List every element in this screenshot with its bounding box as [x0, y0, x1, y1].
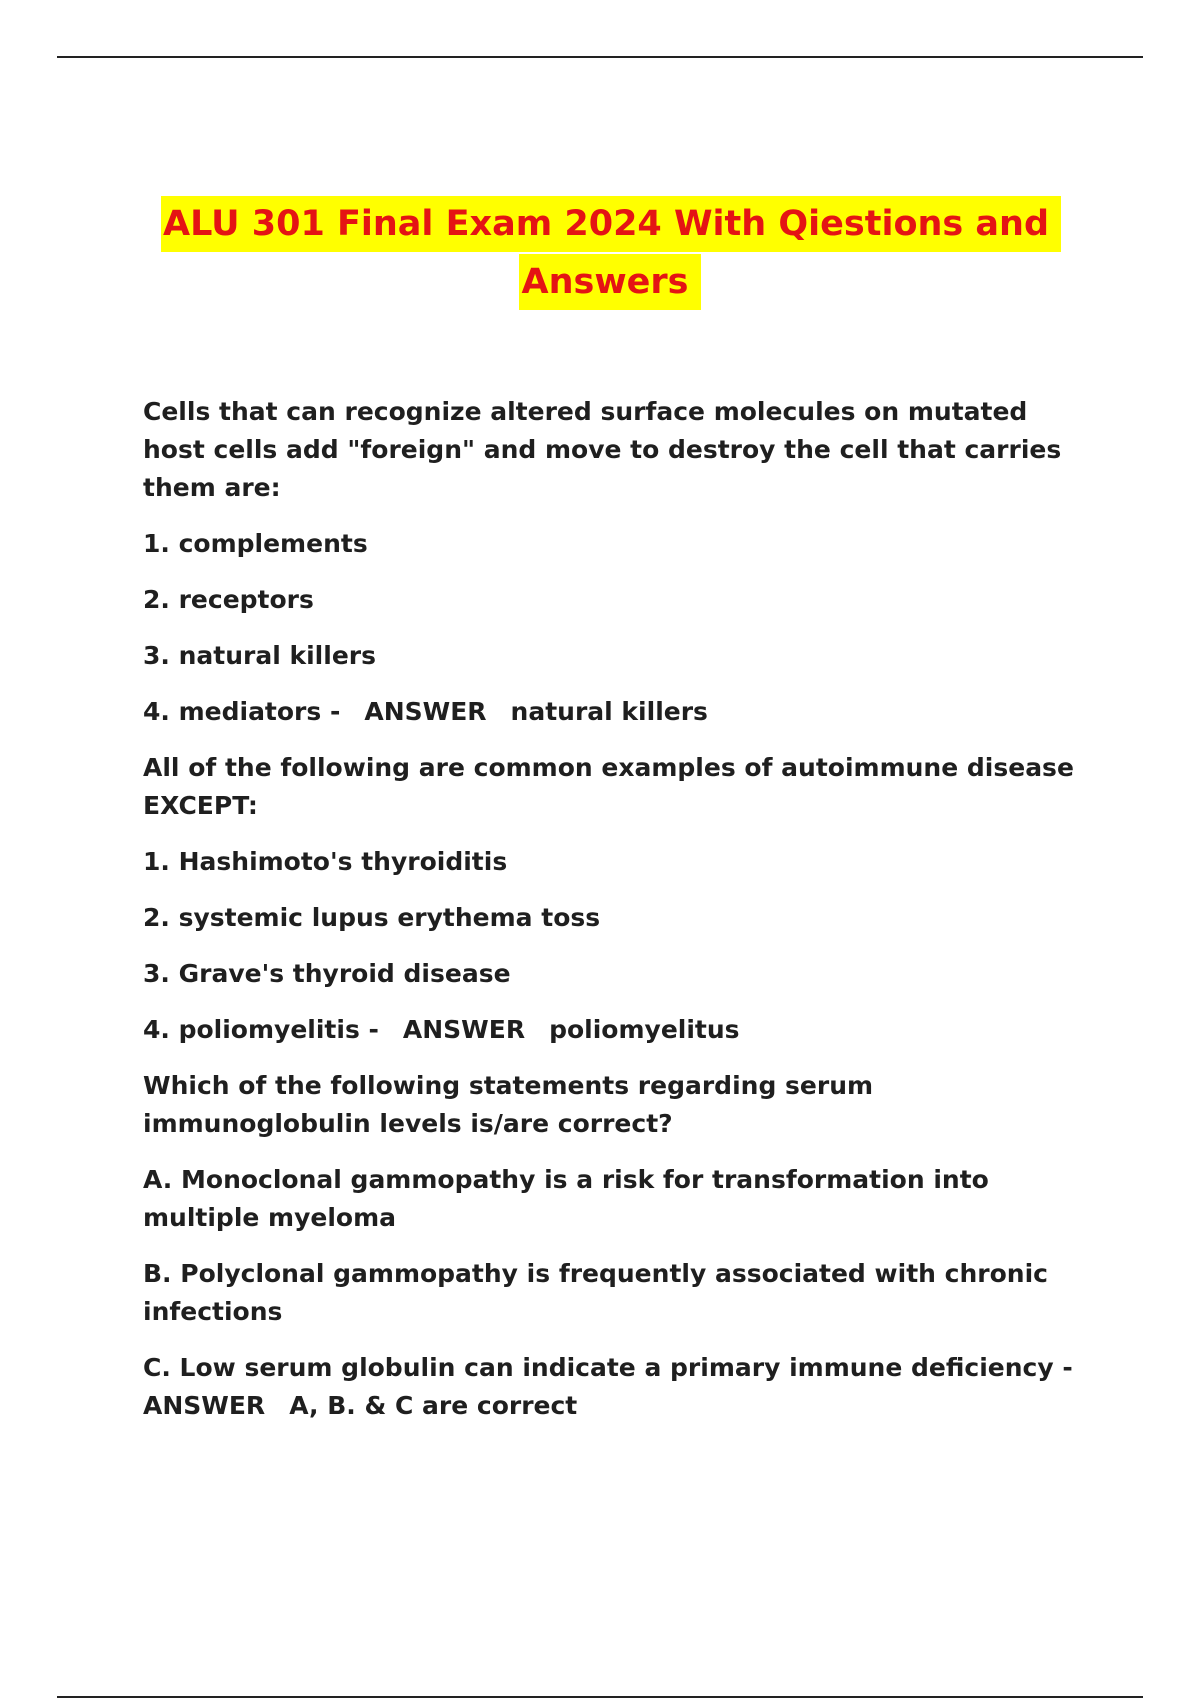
question-option: 2. receptors	[143, 585, 314, 614]
answer-text: A, B. & C are correct	[289, 1391, 578, 1420]
title-line-1: ALU 301 Final Exam 2024 With Qiestions and	[161, 196, 1061, 252]
answer-label: ANSWER	[402, 1015, 526, 1044]
header-rule	[57, 56, 1143, 58]
question-option: 2. systemic lupus erythema toss	[143, 903, 601, 932]
question-option: 4. mediators -	[143, 697, 341, 726]
question-stem: All of the following are common examples of autoimmune disease EXCEPT:	[143, 753, 1074, 820]
question-option: 4. poliomyelitis -	[143, 1015, 379, 1044]
question-option: 1. Hashimoto's thyroiditis	[143, 847, 508, 876]
question-option: B. Polyclonal gammopathy is frequently associated with chronic infections	[143, 1259, 1048, 1326]
question-option-with-answer	[143, 1349, 1078, 1425]
question-option: 1. complements	[143, 529, 368, 558]
answer-label: ANSWER	[364, 697, 487, 726]
answer-text: natural killers	[510, 697, 708, 726]
question-option-with-answer	[143, 1011, 1078, 1049]
question-list	[143, 393, 1078, 1443]
question-option: C. Low serum globulin can indicate a primary immune deficiency -	[143, 1353, 1073, 1382]
answer-text: poliomyelitus	[549, 1015, 740, 1044]
footer-rule	[57, 1696, 1143, 1698]
question-option-with-answer	[143, 693, 1078, 731]
question-option: 3. natural killers	[143, 641, 376, 670]
question-option: 3. Grave's thyroid disease	[143, 959, 511, 988]
question-stem: Cells that can recognize altered surface molecules on mutated host cells add "foreign" and move to destroy the cell that carries them are:	[143, 397, 1062, 502]
title-line-2: Answers	[519, 254, 700, 310]
document-title	[0, 196, 1200, 310]
answer-label: ANSWER	[143, 1391, 266, 1420]
question-option: A. Monoclonal gammopathy is a risk for transformation into multiple myeloma	[143, 1165, 989, 1232]
question-stem: Which of the following statements regarding serum immunoglobulin levels is/are correct?	[143, 1071, 874, 1138]
